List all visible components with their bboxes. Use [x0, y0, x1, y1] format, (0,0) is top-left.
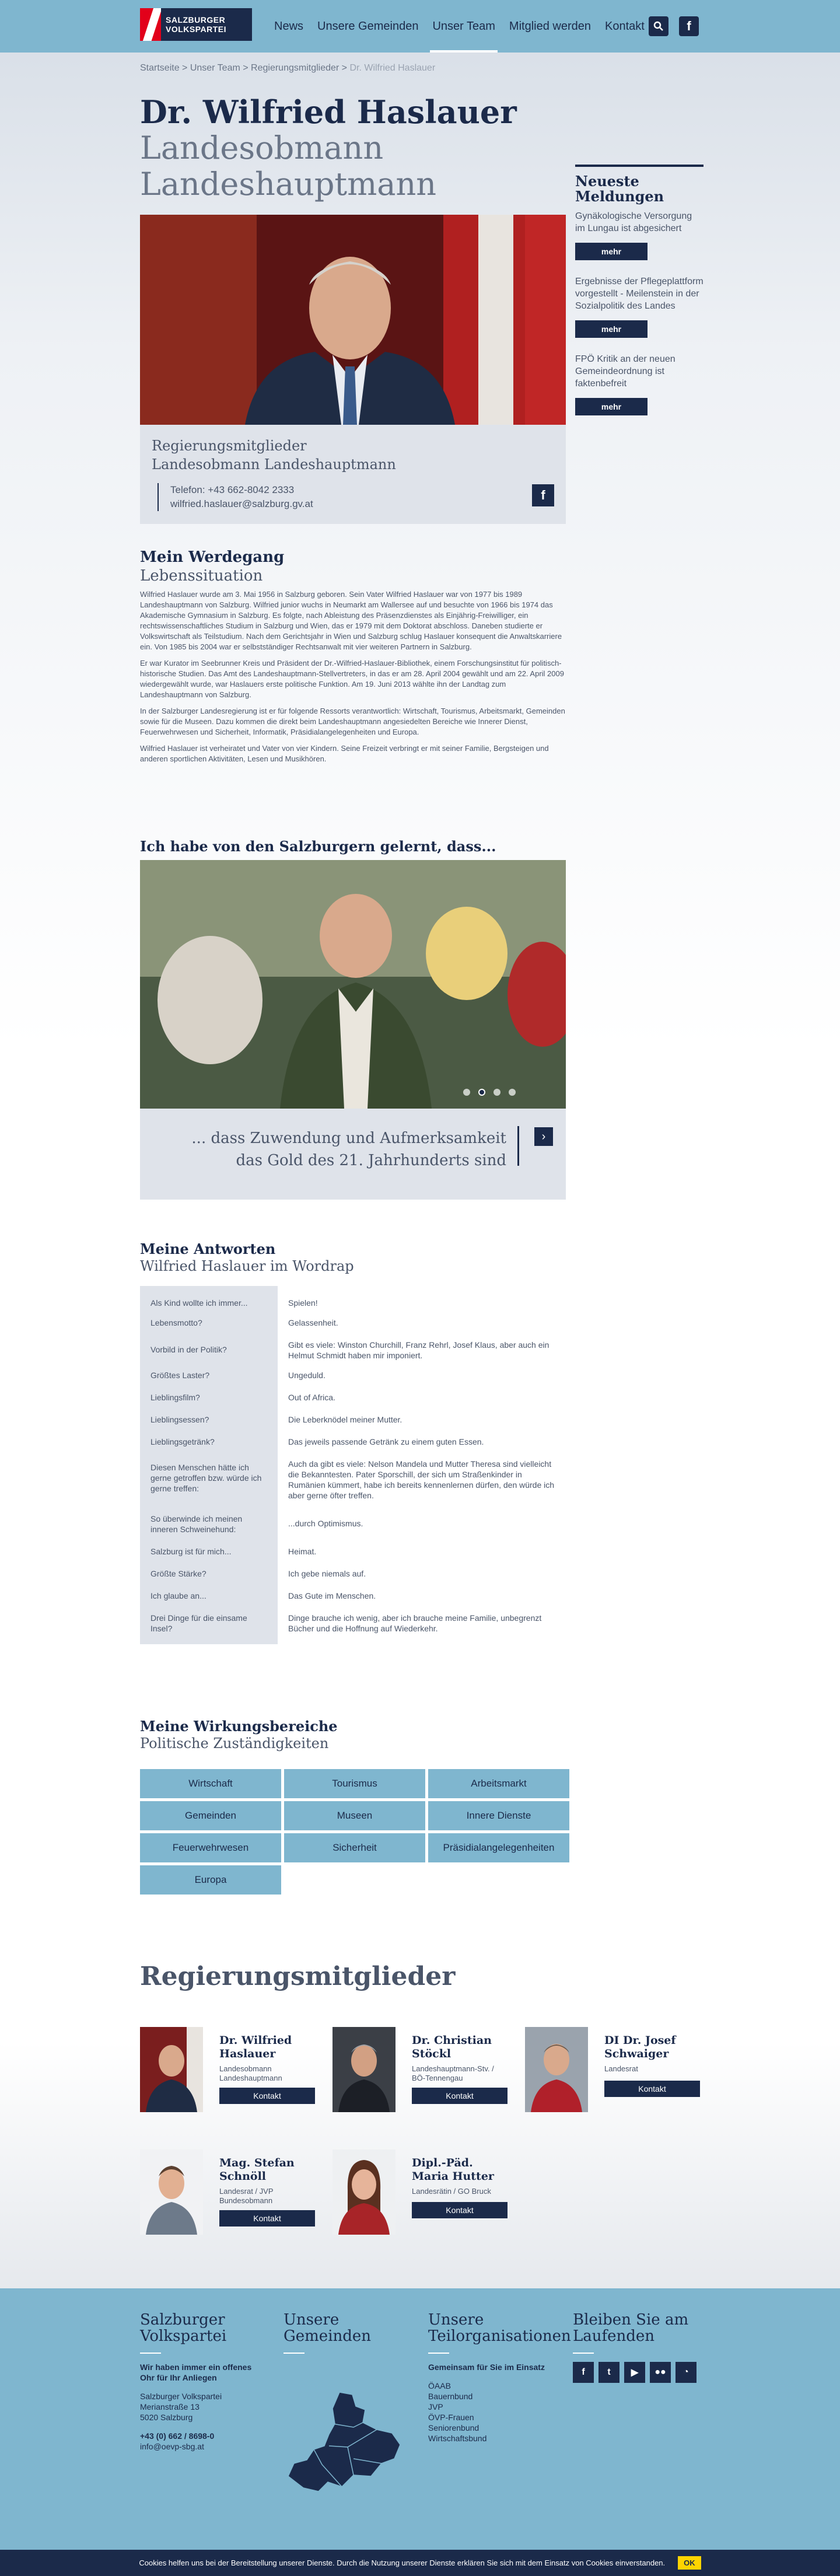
wordrap-row — [140, 1584, 566, 1606]
member-name[interactable]: DI Dr. Josef Schwaiger — [604, 2034, 676, 2060]
breadcrumb-home[interactable]: Startseite — [140, 63, 180, 73]
wordrap-row — [140, 1561, 566, 1584]
search-icon[interactable] — [649, 16, 668, 36]
tile-feuerwehrwesen[interactable]: Feuerwehrwesen — [140, 1833, 281, 1862]
wordrap-row — [140, 1385, 566, 1407]
wordrap-question: Größte Stärke? — [140, 1561, 278, 1584]
bio-paragraph: In der Salzburger Landesregierung ist er für folgende Ressorts verantwortlich: Wirtschaft, Tourismus, Arbeitsmarkt, Gemeinden sowie für die Museen. Dazu kommen die direkt beim Landeshauptmann angesiedelten Bereiche wie Innerer Dienst, Feuerwehrwesen und Sicherheit, Informatik, Präsidialangelegenheiten und Europa. — [140, 707, 565, 736]
wordrap-row — [140, 1606, 566, 1644]
news-item[interactable]: FPÖ Kritik an der neuen Gemeindeordnung ist faktenbefreit — [575, 354, 676, 389]
kontakt-button[interactable]: Kontakt — [412, 2202, 508, 2218]
footer-title: Unsere Teilorganisationen — [428, 2311, 571, 2345]
portrait-image — [140, 215, 566, 425]
footer-lead: Wir haben immer ein offenes Ohr für Ihr Anliegen — [140, 2362, 252, 2382]
wordrap-question: Größtes Laster? — [140, 1365, 278, 1385]
org-list — [428, 2381, 556, 2444]
main-nav — [267, 0, 652, 53]
slider-dot[interactable] — [509, 1089, 516, 1096]
wordrap-row — [140, 1407, 566, 1429]
antworten-subtitle: Wilfried Haslauer im Wordrap — [140, 1258, 354, 1274]
regierung-title: Regierungsmitglieder — [140, 1962, 456, 1991]
wordrap-question: Salzburg ist für mich... — [140, 1539, 278, 1561]
chevron-right-icon[interactable]: › — [534, 1127, 553, 1146]
footer-divider — [428, 2353, 449, 2354]
footer-col-party — [140, 2312, 268, 2452]
wordrap-answer: Dinge brauche ich wenig, aber ich brauche meine Familie, unbegrenzt Bücher und die Hoffnung auf Wiederkehr. — [288, 1613, 542, 1633]
footer-title: Unsere Gemeinden — [284, 2311, 372, 2345]
wordrap-table — [140, 1286, 566, 1644]
wordrap-answer: Gibt es viele: Winston Churchill, Franz Rehrl, Josef Klaus, aber auch ein Helmut Schmidt haben mir imponiert. — [288, 1340, 550, 1360]
org-link[interactable]: ÖAAB — [428, 2381, 451, 2390]
member-photo[interactable] — [140, 2149, 203, 2235]
slider-dot[interactable] — [478, 1089, 485, 1096]
gelernt-title: Ich habe von den Salzburgern gelernt, dass... — [140, 838, 496, 855]
member-card — [332, 2149, 513, 2235]
quote-box — [140, 1109, 566, 1200]
member-name[interactable]: Dr. Wilfried Haslauer — [219, 2034, 292, 2060]
wordrap-answer: ...durch Optimismus. — [288, 1519, 363, 1528]
tile-praesidial[interactable]: Präsidialangelegenheiten — [428, 1833, 569, 1862]
wordrap-answer: Das jeweils passende Getränk zu einem guten Essen. — [288, 1437, 484, 1446]
facebook-icon[interactable]: f — [679, 16, 699, 36]
facebook-icon[interactable]: f — [532, 484, 554, 506]
kontakt-button[interactable]: Kontakt — [412, 2088, 508, 2104]
salzburg-map[interactable] — [284, 2389, 412, 2502]
nav-kontakt[interactable]: Kontakt — [604, 19, 645, 33]
social-links — [573, 2362, 701, 2383]
wordrap-row — [140, 1313, 566, 1333]
contact-details — [158, 483, 313, 511]
org-link[interactable]: Wirtschaftsbund — [428, 2434, 487, 2443]
werdegang-subtitle: Lebenssituation — [140, 567, 263, 585]
tile-arbeitsmarkt[interactable]: Arbeitsmarkt — [428, 1769, 569, 1798]
nav-mitglied[interactable]: Mitglied werden — [509, 19, 591, 33]
member-role: Landeshauptmann-Stv. / BÖ-Tennengau — [412, 2064, 494, 2082]
tile-innere-dienste[interactable]: Innere Dienste — [428, 1801, 569, 1830]
wordrap-answer: Ungeduld. — [288, 1371, 326, 1380]
twitter-icon[interactable]: t — [598, 2362, 620, 2383]
info-title-line-2: Landesobmann Landeshauptmann — [152, 456, 396, 473]
wordrap-answer: Gelassenheit. — [288, 1318, 338, 1327]
wordrap-answer: Ich gebe niemals auf. — [288, 1569, 366, 1578]
wirkung-subtitle: Politische Zuständigkeiten — [140, 1735, 329, 1752]
footer-lead: Gemeinsam für Sie im Einsatz — [428, 2362, 545, 2372]
breadcrumb-regierung[interactable]: Regierungsmitglieder — [251, 63, 340, 73]
member-role: Landesrat / JVP Bundesobmann — [219, 2187, 274, 2205]
contact-email[interactable]: wilfried.haslauer@salzburg.gv.at — [170, 498, 313, 509]
info-title-line-1: Regierungsmitglieder — [152, 438, 307, 454]
kontakt-button[interactable]: Kontakt — [219, 2210, 315, 2227]
footer-divider — [573, 2353, 594, 2354]
rss-icon[interactable]: ◔ — [676, 2362, 696, 2383]
member-name[interactable]: Mag. Stefan Schnöll — [219, 2156, 295, 2183]
tile-tourismus[interactable]: Tourismus — [284, 1769, 425, 1798]
wordrap-question: So überwinde ich meinen inneren Schweinehund: — [140, 1505, 278, 1539]
quote-text: ... dass Zuwendung und Aufmerksamkeit das Gold des 21. Jahrhunderts sind — [191, 1130, 506, 1169]
breadcrumb-current: Dr. Wilfried Haslauer — [349, 63, 436, 73]
member-role: Landesobmann Landeshauptmann — [219, 2064, 282, 2082]
wordrap-answer: Out of Africa. — [288, 1393, 335, 1402]
footer-title: Salzburger Volkspartei — [140, 2311, 227, 2345]
wordrap-question: Drei Dinge für die einsame Insel? — [140, 1606, 278, 1644]
sidebar-title: Neueste Meldungen — [575, 165, 704, 204]
wordrap-row — [140, 1286, 566, 1313]
breadcrumb: Startseite > Unser Team > Regierungsmitglieder > Dr. Wilfried Haslauer — [140, 63, 436, 73]
kontakt-button[interactable]: Kontakt — [604, 2081, 700, 2097]
footer-title: Bleiben Sie am Laufenden — [573, 2311, 689, 2345]
footer-email[interactable]: info@oevp-sbg.at — [140, 2442, 204, 2451]
logo-mark — [140, 8, 161, 41]
footer-col-teilorganisationen — [428, 2311, 571, 2444]
hero-role-2: Landeshauptmann — [140, 166, 437, 202]
wordrap-question: Lieblingsfilm? — [140, 1385, 278, 1407]
member-name[interactable]: Dipl.-Päd. Maria Hutter — [412, 2156, 494, 2183]
nav-news[interactable]: News — [274, 19, 304, 33]
address-line: Salzburger Volkspartei — [140, 2392, 222, 2401]
wordrap-question: Lebensmotto? — [140, 1313, 278, 1333]
tile-europa[interactable]: Europa — [140, 1865, 281, 1895]
member-card — [140, 2149, 321, 2235]
wordrap-row — [140, 1429, 566, 1452]
cookie-text: Cookies helfen uns bei der Bereitstellung unserer Dienste. Durch die Nutzung unserer Dienste erklären Sie sich mit dem Einsatz von Cookies einverstanden. — [139, 2558, 666, 2567]
quote-divider — [517, 1126, 519, 1166]
page-title: Dr. Wilfried Haslauer — [140, 93, 517, 131]
more-button[interactable]: mehr — [575, 398, 648, 415]
wordrap-row — [140, 1505, 566, 1539]
wordrap-question: Vorbild in der Politik? — [140, 1333, 278, 1365]
top-bar — [0, 0, 840, 53]
member-role: Landesrat — [604, 2064, 638, 2073]
footer-col-social — [573, 2312, 701, 2383]
slider-dot[interactable] — [463, 1089, 470, 1096]
party-logo[interactable] — [140, 8, 252, 41]
wordrap-row — [140, 1333, 566, 1365]
flickr-icon[interactable]: ●● — [650, 2362, 671, 2383]
news-item[interactable]: Ergebnisse der Pflegeplattform vorgestellt - Meilenstein in der Sozialpolitik des Landes — [575, 277, 704, 311]
member-photo[interactable] — [332, 2027, 396, 2112]
wordrap-answer: Auch da gibt es viele: Nelson Mandela und Mutter Theresa sind vielleicht die Bekanntesten. Pater Sporschill, der sich um Straßenkinder in Rumänien kümmert, habe ich bereits kennenlernen dürfen, den würde ich aber gerne öfter treffen. — [288, 1459, 555, 1500]
logo-line-2: VOLKSPARTEI — [166, 25, 227, 34]
footer-phone[interactable]: +43 (0) 662 / 8698-0 — [140, 2431, 215, 2441]
member-photo[interactable] — [525, 2027, 588, 2112]
facebook-icon[interactable]: f — [573, 2362, 594, 2383]
bio-paragraph: Wilfried Haslauer wurde am 3. Mai 1956 in Salzburg geboren. Sein Vater Wilfried Haslauer war von 1977 bis 1989 Landeshauptmann von Salzburg. Wilfried junior wuchs in Neumarkt am Wallersee auf und besuchte von 1966 bis 1974 das Akademische Gymnasium in Salzburg. Es folgte, nach Ableistung des Präsenzdienstes als Einjährig-Freiwilliger, ein rechtswissenschaftliches Studium in Salzburg und Wien, das er 1979 mit dem Doktorat abschloss. Daneben studierte er Volkswirtschaft als Teilstudium. Nach dem Gerichtsjahr in Wien und Salzburg schlug Haslauer konsequent die Anwaltskarriere ein. Von 1985 bis 2004 war er selbstständiger Rechtsanwalt mit vier weiteren Partnern in Salzburg. — [140, 590, 562, 651]
logo-line-1: SALZBURGER — [166, 15, 226, 25]
slider-dot[interactable] — [494, 1089, 501, 1096]
tile-wirtschaft[interactable]: Wirtschaft — [140, 1769, 281, 1798]
responsibility-tiles — [140, 1769, 566, 1895]
more-button[interactable]: mehr — [575, 320, 648, 338]
wordrap-answer: Die Leberknödel meiner Mutter. — [288, 1415, 402, 1424]
member-role: Landesrätin / GO Bruck — [412, 2187, 491, 2196]
wirkung-title: Meine Wirkungsbereiche — [140, 1718, 338, 1735]
footer-divider — [284, 2353, 304, 2354]
member-name[interactable]: Dr. Christian Stöckl — [412, 2034, 492, 2060]
info-title — [152, 436, 396, 474]
kontakt-button[interactable]: Kontakt — [219, 2088, 315, 2104]
wordrap-question: Lieblingsessen? — [140, 1407, 278, 1429]
nav-team[interactable]: Unser Team — [425, 0, 502, 53]
breadcrumb-team[interactable]: Unser Team — [190, 63, 240, 73]
nav-gemeinden[interactable]: Unsere Gemeinden — [317, 19, 419, 33]
wordrap-row — [140, 1539, 566, 1561]
wordrap-question: Lieblingsgetränk? — [140, 1429, 278, 1452]
contact-phone[interactable]: Telefon: +43 662-8042 2333 — [170, 484, 295, 495]
news-sidebar — [575, 165, 704, 431]
wordrap-question: Diesen Menschen hätte ich gerne getroffen bzw. würde ich gerne treffen: — [140, 1452, 278, 1505]
cookie-banner — [0, 2550, 840, 2576]
youtube-icon[interactable]: ▶ — [624, 2362, 645, 2383]
biography — [140, 589, 566, 770]
info-card — [140, 425, 566, 524]
footer-col-gemeinden — [284, 2312, 412, 2502]
member-card — [140, 2027, 321, 2112]
tile-sicherheit[interactable]: Sicherheit — [284, 1833, 425, 1862]
footer-divider — [140, 2353, 161, 2354]
slider-dots — [463, 1089, 516, 1096]
tile-gemeinden[interactable]: Gemeinden — [140, 1801, 281, 1830]
werdegang-title: Mein Werdegang — [140, 548, 285, 566]
wordrap-row — [140, 1452, 566, 1505]
bio-paragraph: Er war Kurator im Seebrunner Kreis und Präsident der Dr.-Wilfried-Haslauer-Bibliothek, einem Forschungsinstitut für politisch-historische Studien. Das Amt des Landeshauptmann-Stellvertreters, in das er am 28. April 2004 gewählt und am 22. April 2009 wiedergewählt wurde, war Haslauers erste politische Funktion. Am 19. Juni 2013 wählte ihn der Landtag zum Landeshauptmann von Salzburg. — [140, 659, 564, 699]
cookie-ok-button[interactable]: OK — [678, 2556, 701, 2570]
hero-role-1: Landesobmann — [140, 130, 384, 166]
more-button[interactable]: mehr — [575, 243, 648, 260]
member-card — [332, 2027, 513, 2112]
wordrap-row — [140, 1365, 566, 1385]
org-link[interactable]: JVP — [428, 2402, 443, 2411]
wordrap-question: Ich glaube an... — [140, 1584, 278, 1606]
footer-address — [140, 2391, 268, 2423]
address-line: 5020 Salzburg — [140, 2413, 193, 2422]
footer — [0, 2288, 840, 2576]
news-item[interactable]: Gynäkologische Versorgung im Lungau ist abgesichert — [575, 211, 692, 233]
wordrap-answer: Heimat. — [288, 1547, 317, 1556]
org-link[interactable]: Bauernbund — [428, 2392, 473, 2401]
address-line: Merianstraße 13 — [140, 2402, 200, 2411]
wordrap-answer: Spielen! — [288, 1298, 318, 1308]
logo-text — [161, 8, 252, 41]
antworten-title: Meine Antworten — [140, 1240, 276, 1257]
wordrap-answer: Das Gute im Menschen. — [288, 1591, 376, 1600]
wordrap-question: Als Kind wollte ich immer... — [140, 1286, 278, 1313]
member-card — [525, 2027, 706, 2112]
bio-paragraph: Wilfried Haslauer ist verheiratet und Vater von vier Kindern. Seine Freizeit verbringt er mit seiner Familie, Bergsteigen und anderen sportlichen Aktivitäten, Lesen und Musikhören. — [140, 744, 549, 763]
image-slider[interactable] — [140, 860, 566, 1109]
org-link[interactable]: ÖVP-Frauen — [428, 2413, 474, 2422]
member-photo[interactable] — [140, 2027, 203, 2112]
org-link[interactable]: Seniorenbund — [428, 2423, 480, 2432]
tile-museen[interactable]: Museen — [284, 1801, 425, 1830]
member-photo[interactable] — [332, 2149, 396, 2235]
